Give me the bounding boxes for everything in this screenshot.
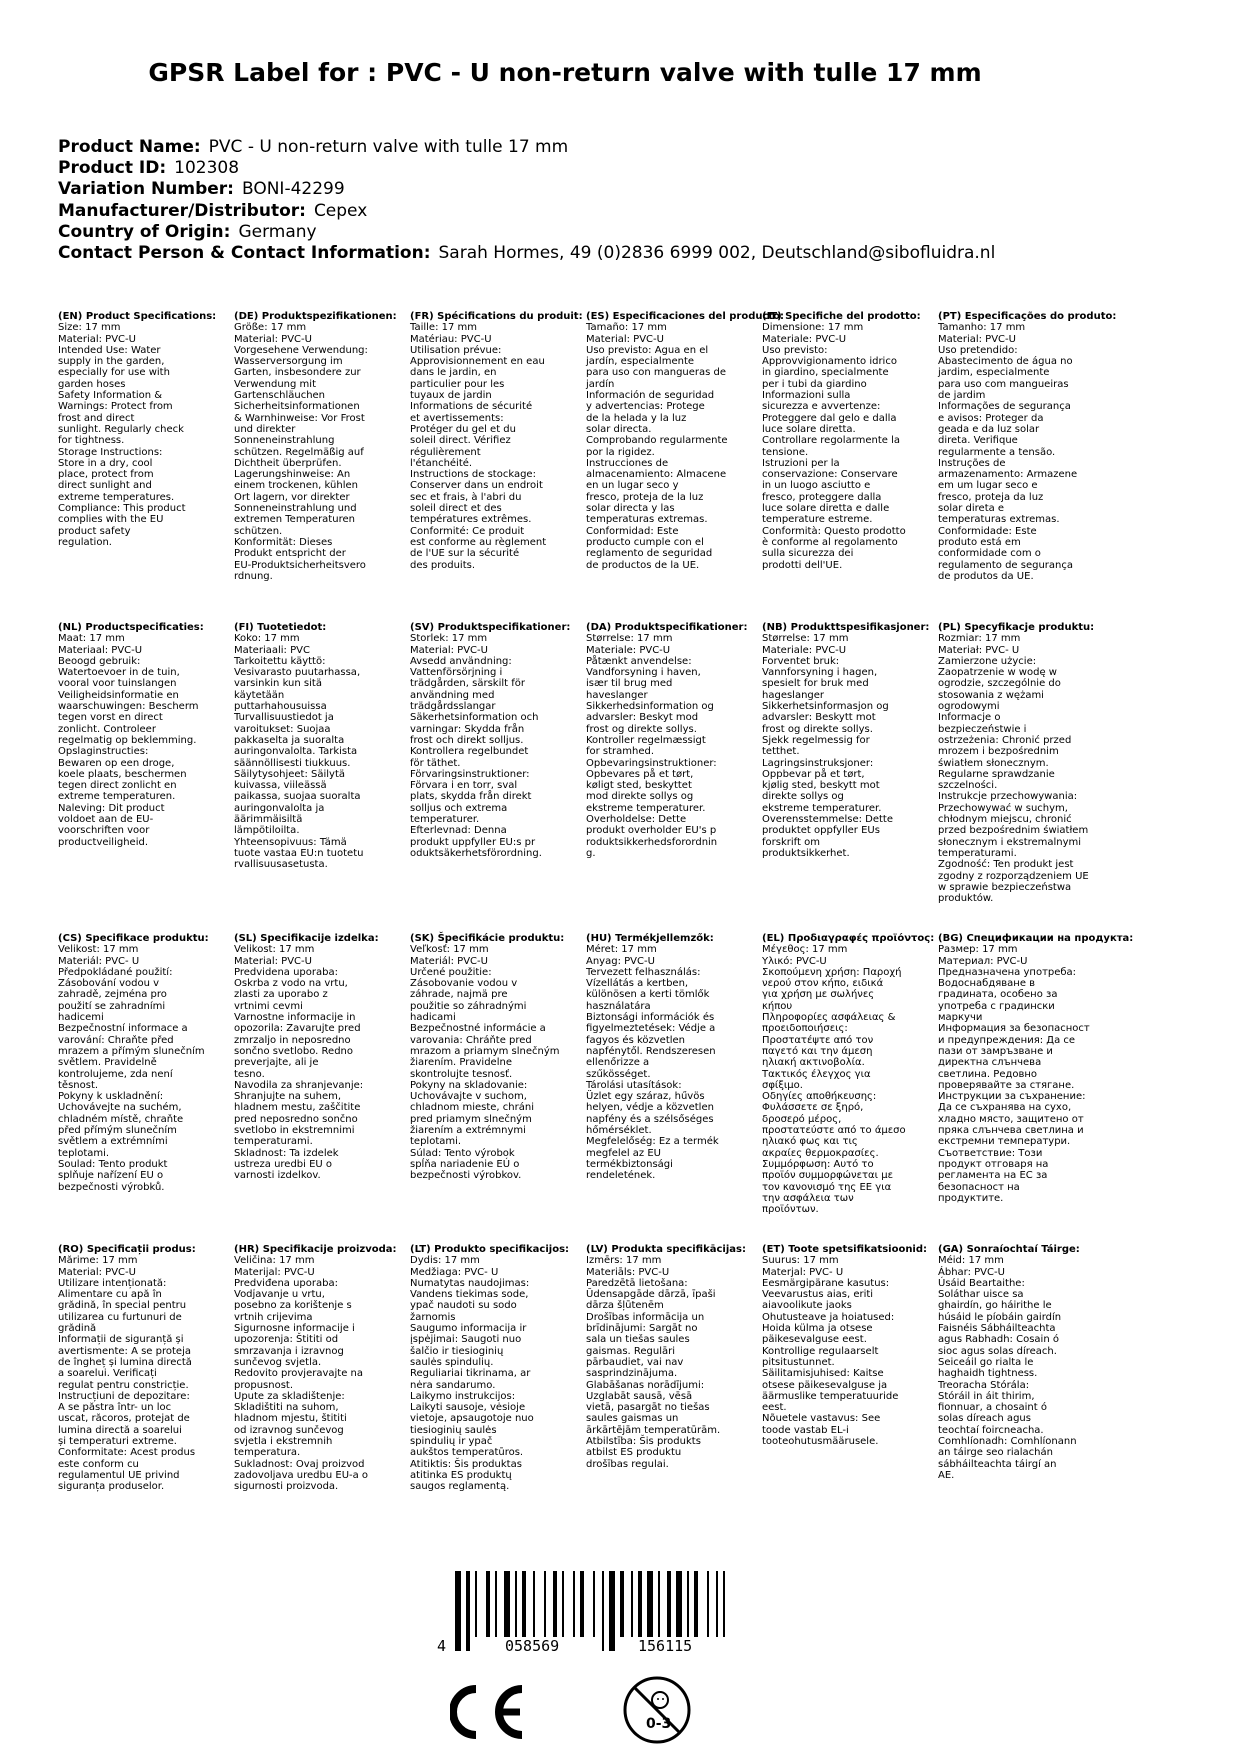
barcode-bar [620, 1571, 624, 1637]
spec-header: (LT) Produkto specifikacijos: [410, 1244, 570, 1255]
barcode-bar [580, 1571, 584, 1637]
barcode-bar [667, 1571, 671, 1637]
barcode-bar [602, 1571, 604, 1651]
info-row [58, 222, 995, 243]
spec-block [938, 933, 1134, 1204]
info-row [58, 179, 995, 200]
info-value: Sarah Hormes, 49 (0)2836 6999 002, Deutschland@sibofluidra.nl [438, 243, 996, 264]
page-title: GPSR Label for : PVC - U non-return valve with tulle 17 mm [148, 58, 982, 87]
info-value: Cepex [313, 200, 368, 221]
spec-text: Velikost: 17 mm Materiál: PVC- U Předpokládané použití: Zásobování vodou v zahradě, zejména pro použití se zahradními hadicemi Bezpečnostní informace a varování: Chraňte před mrazem a přímým slunečním světlem. Pravidelně kontrolujeme, zda není těsnost. Pokyny k uskladnění: Uchovávejte na suchém, chladném místě, chraňte před přímým slunečním světlem a extrémními teplotami. Soulad: Tento produkt splňuje nařízení EU o bezpečnosti výrobků. [58, 944, 205, 1193]
spec-header: (CS) Specifikace produktu: [58, 933, 209, 944]
spec-block [58, 622, 248, 848]
barcode-digit-first: 4 [437, 1637, 447, 1655]
barcode-bar [515, 1571, 517, 1637]
spec-header: (RO) Specificații produs: [58, 1244, 196, 1255]
barcode-bar [522, 1571, 526, 1637]
spec-text: Storlek: 17 mm Material: PVC-U Avsedd användning: Vattenförsörjning i trädgården, särskilt för användning med trädgårdsslangar Säkerhetsinformation och varningar: Skydda från frost och direkt solljus. Kontrollera regelbundet för täthet. Förvaringsinstruktioner: Förvara i en torr, sval plats, skydda från direkt solljus och extrema temperaturer. Efterlevnad: Denna produkt uppfyller EU:s pr oduktsäkerhetsförordning. [410, 633, 542, 859]
spec-header: (PL) Specyfikacje produktu: [938, 622, 1095, 633]
spec-block [586, 311, 785, 571]
info-label: Product ID: [58, 158, 167, 179]
spec-block [58, 311, 248, 548]
spec-header: (ET) Toote spetsifikatsioonid: [762, 1244, 928, 1255]
info-value: Germany [238, 221, 317, 242]
spec-header: (PT) Especificações do produto: [938, 311, 1117, 322]
info-row [58, 243, 995, 264]
spec-header: (HR) Specifikacije proizvoda: [234, 1244, 397, 1255]
spec-block [762, 1244, 952, 1447]
spec-header: (HU) Termékjellemzők: [586, 933, 714, 944]
barcode-bar [687, 1571, 689, 1637]
spec-text: Koko: 17 mm Materiaali: PVC Tarkoitettu käyttö: Vesivarasto puutarhassa, varsinkin kun sitä käytetään puttarhahousuissa Turvallisuustiedot ja varoitukset: Suojaa pakkaselta ja suoralta auringonvalolta. Tarkista säännöllisesti tiukkuus. Säilytysohjeet: Säilytä kuivassa, viileässä paikassa, suojaa suoralta auringonvalolta ja äärimmäisiltä lämpötiloilta. Yhteensopivuus: Tämä tuote vastaa EU:n tuotetu rvallisuusasetusta. [234, 633, 364, 871]
spec-block [410, 622, 600, 859]
barcode-bar [694, 1571, 698, 1637]
barcode-digits-left: 058569 [505, 1637, 560, 1655]
spec-text: Taille: 17 mm Matériau: PVC-U Utilisation prévue: Approvisionnement en eau dans le jardin, en particulier pour les tuyaux de jardin Informations de sécurité et avertissements: Protéger du gel et du soleil direct. Vérifiez régulièrement l'étanchéité. Instructions de stockage: Conserver dans un endroit sec et frais, à l'abri du soleil direct et des températures extrêmes. Conformité: Ce produit est conforme au règlement de l'UE sur la sécurité des produits. [410, 322, 547, 571]
barcode-bar [609, 1571, 615, 1651]
spec-text: Izmērs: 17 mm Materiāls: PVC-U Paredzētā lietošana: Ūdensapgāde dārzā, īpaši dārza šļūtenēm Drošības informācija un brīdinājumi: Sargāt no sala un tiešas saules gaismas. Regulāri pārbaudiet, vai nav sasprindzinājuma. Glabāšanas norādījumi: Uzglabāt sausā, vēsā vietā, pasargāt no tiešas saules gaismas un ārkārtējām temperatūrām. Atbilstība: Šis produkts atbilst ES produktu drošības regulai. [586, 1255, 721, 1470]
barcode-bar [723, 1571, 725, 1637]
ce-mark-icon [450, 1685, 528, 1739]
spec-header: (EN) Product Specifications: [58, 311, 217, 322]
spec-header: (ES) Especificaciones del producto: [586, 311, 785, 322]
spec-block [938, 311, 1128, 582]
spec-text: Méid: 17 mm Ábhar: PVC-U Úsáid Beartaithe: Soláthar uisce sa ghairdín, go háirithe le húsáid le píobáin gairdín Faisnéis Sábháilteachta agus Rabhadh: Cosain ó sioc agus solas díreach. Seiceáil go rialta le haghaidh tightness. Treoracha Stórála: Stóráil in áit thirim, fionnuar, a chosaint ó solas díreach agus teochtaí foircneacha. Comhlíonadh: Comhlíonann an táirge seo rialachán sábháilteachta táirgí an AE. [938, 1255, 1077, 1481]
spec-header: (BG) Спецификации на продукта: [938, 933, 1134, 944]
spec-text: Størrelse: 17 mm Materiale: PVC-U Forventet bruk: Vannforsyning i hagen, spesielt for bruk med hageslanger Sikkerhetsinformasjon og advarsler: Beskytt mot frost og direkte sollys. Sjekk regelmessig for tetthet. Lagringsinstruksjoner: Oppbevar på et tørt, kjølig sted, beskytt mot direkte sollys og ekstreme temperaturer. Overensstemmelse: Dette produktet oppfyller EUs forskrift om produktsikkerhet. [762, 633, 893, 859]
spec-text: Mărime: 17 mm Material: PVC-U Utilizare intenționată: Alimentare cu apă în grădină, în special pentru utilizarea cu furtunuri de grădină Informații de siguranță și avertismente: A se proteja de îngheț și lumina directă a soarelui. Verificați regulat pentru constricție. Instrucțiuni de depozitare: A se păstra într- un loc uscat, răcoros, protejat de lumina directă a soarelui și temperaturi extreme. Conformitate: Acest produs este conform cu regulamentul UE privind siguranța produselor. [58, 1255, 196, 1493]
barcode-digits-right: 156115 [638, 1637, 693, 1655]
spec-header: (GA) Sonraíochtaí Táirge: [938, 1244, 1080, 1255]
spec-block [410, 1244, 600, 1493]
spec-block [410, 933, 600, 1182]
spec-header: (FI) Tuotetiedot: [234, 622, 327, 633]
spec-text: Veličina: 17 mm Materijal: PVC-U Predviđena uporaba: Vodؘ‌javanje u vrtu, posebno za korištenje s vrtnih crijevima Sigurnosne informacije i upozorenja: Štititi od smrzavanja i izravnog sunčevog svjetla. Redovito provjeravajte na propusnost. Upute za skladištenje: Skladištiti na suhom, hladnom mjestu, štititi od izravnog sunčevog svjetla i ekstremnih temperatura. Sukladnost: Ovaj proizvod zadovoljava uredbu EU-a o sigurnosti proizvoda. [234, 1255, 369, 1493]
spec-text: Rozmiar: 17 mm Materiał: PVC- U Zamierzone użycie: Zaopatrzenie w wodę w ogrodzie, szczególnie do stosowania z wężami ogrodowymi Informacje o bezpieczeństwie i ostrzeżenia: Chronić przed mrozem i bezpośrednim światłem słonecznym. Regularne sprawdzanie szczelności. Instrukcje przechowywania: Przechowywać w suchym, chłodnym miejscu, chronić przed bezpośrednim światłem słonecznym i ekstremalnymi temperaturami. Zgodność: Ten produkt jest zgodny z rozporządzeniem UE w sprawie bezpieczeństwa produktów. [938, 633, 1089, 905]
info-value: 102308 [174, 158, 240, 179]
spec-header: (NL) Productspecificaties: [58, 622, 204, 633]
barcode-bar [544, 1571, 546, 1637]
spec-header: (DA) Produktspecifikationer: [586, 622, 748, 633]
barcode-bar [631, 1571, 633, 1637]
info-row [58, 158, 995, 179]
spec-text: Veľkosť: 17 mm Materiál: PVC-U Určené použitie: Zásobovanie vodou v záhrade, najmä pre použitie so záhradnými hadicami Bezpečnostné informácie a varovania: Chráňte pred mrazom a priamym slnečným žiarením. Pravidelne skontrolujte tesnosť. Pokyny na skladovanie: Uchovávajte v suchom, chladnom mieste, chráni pred priamym slnečným žiarením a extrémnymi teplotami. Súlad: Tento výrobok spĺňa nariadenie EÚ o bezpečnosti výrobkov. [410, 944, 560, 1182]
barcode-bar [466, 1571, 470, 1651]
spec-text: Dimensione: 17 mm Materiale: PVC-U Uso previsto: Approvvigionamento idrico in giardino, specialmente per i tubi da giardino Informazioni sulla sicurezza e avvertenze: Proteggere dal gelo e dalla luce solare diretta. Controllare regolarmente la tensione. Istruzioni per la conservazione: Conservare in un luogo asciutto e fresco, proteggere dalla luce solare diretta e dalle temperature estreme. Conformità: Questo prodotto è conforme al regolamento sulla sicurezza dei prodotti dell'UE. [762, 322, 906, 571]
age-warning-icon [622, 1675, 692, 1745]
spec-header: (NB) Produkttspesifikasjoner: [762, 622, 930, 633]
spec-text: Velikost: 17 mm Material: PVC-U Predvidena uporaba: Oskrba z vodo na vrtu, zlasti za uporabo z vrtnimi cevmi Varnostne informacije in opozorila: Zavarujte pred zmrzaljo in neposredno sončno svetlobo. Redno preverjajte, ali je tesno. Navodila za shranjevanje: Shranjujte na suhem, hladnem mestu, zaščitite pred neposredno sončno svetlobo in ekstremnimi temperaturami. Skladnost: Ta izdelek ustreza uredbi EU o varnosti izdelkov. [234, 944, 364, 1182]
barcode-bar [658, 1571, 660, 1637]
spec-block [762, 311, 952, 571]
spec-header: (DE) Produktspezifikationen: [234, 311, 397, 322]
spec-block [410, 311, 600, 571]
spec-text: Size: 17 mm Material: PVC-U Intended Use: Water supply in the garden, especially for use with garden hoses Safety Information & Warnings: Protect from frost and direct sunlight. Regularly check for tightness. Storage Instructions: Store in a dry, cool place, protect from direct sunlight and extreme temperatures. Compliance: This product complies with the EU product safety regulation. [58, 322, 186, 548]
info-label: Contact Person & Contact Information: [58, 243, 431, 264]
info-value: BONI-42299 [241, 179, 345, 200]
barcode-bar [647, 1571, 653, 1637]
barcode-bar [707, 1571, 709, 1637]
barcode-bar [475, 1571, 477, 1637]
info-label: Manufacturer/Distributor: [58, 200, 306, 221]
spec-block [586, 622, 776, 859]
spec-header: (EL) Προδιαγραφές προϊόντος: [762, 933, 935, 944]
info-value: PVC - U non-return valve with tulle 17 mm [208, 137, 569, 157]
spec-header: (SK) Špecifikácie produktu: [410, 933, 565, 944]
spec-header: (LV) Produkta specifikācijas: [586, 1244, 746, 1255]
spec-text: Размер: 17 mm Материал: PVC-U Предназначена употреба: Водоснабдяване в градината, особено за употреба с градински маркучи Информация за безопасност и предупреждения: Да се пази от замръзване и директна слънчева светлина. Редовно проверявайте за стягане. Инструкции за съхранение: Да се съхранява на сухо, хладно място, защитено от пряка слънчева светлина и екстремни температури. Съответствие: Този продукт отговаря на регламента на ЕС за безопасност на продуктите. [938, 944, 1090, 1204]
spec-text: Tamanho: 17 mm Material: PVC-U Uso pretendido: Abastecimento de água no jardim, especialmente para uso com mangueiras de jardim Informações de segurança e avisos: Proteger da geada e da luz solar direta. Verifique regularmente a tensão. Instruções de armazenamento: Armazene em um lugar seco e fresco, proteja da luz solar direta e temperaturas extremas. Conformidade: Este produto está em conformidade com o regulamento de segurança de produtos da UE. [938, 322, 1078, 582]
spec-block [762, 622, 952, 859]
info-row [58, 137, 995, 158]
spec-text: Suurus: 17 mm Materjal: PVC- U Eesmärgipärane kasutus: Veevarustus aias, eriti aiavoolikute jaoks Ohutusteave ja hoiatused: Hoida külma ja otsese päikesevalguse eest. Kontrollige regulaarselt pitsitustunnet. Säilitamisjuhised: Kaitse otsese päikesevalguse ja äärmuslike temperatuuride eest. Nõuetele vastavus: See toode vastab EL-i tooteohutusmäärusele. [762, 1255, 899, 1448]
barcode-bar [638, 1571, 642, 1637]
spec-text: Méret: 17 mm Anyag: PVC-U Tervezett felhasználás: Vízellátás a kertben, különösen a kerti tömlők használatára Biztonsági információk és figyelmeztetések: Védje a fagyos és közvetlen napfénytől. Rendszeresen ellenőrizze a szűkösséget. Tárolási utasítások: Üzlet egy száraz, hűvös helyen, védje a közvetlen napfény és a szélsőséges hőmérséklet. Megfelelőség: Ez a termék megfelel az EU termékbiztonsági rendeletének. [586, 944, 719, 1182]
barcode-bar [455, 1571, 461, 1651]
spec-text: Tamaño: 17 mm Material: PVC-U Uso previsto: Agua en el jardín, especialmente para uso con mangueras de jardín Información de seguridad y advertencias: Protege de la helada y la luz solar directa. Comprobando regularmente por la rigidez. Instrucciones de almacenamiento: Almacene en un lugar seco y fresco, proteja de la luz solar directa y las temperaturas extremas. Conformidad: Este producto cumple con el reglamento de seguridad de productos de la UE. [586, 322, 728, 571]
info-label: Product Name: [58, 137, 201, 157]
spec-header: (IT) Specifiche del prodotto: [762, 311, 921, 322]
barcode-bar [553, 1571, 557, 1637]
spec-block [234, 622, 424, 871]
spec-block [234, 311, 424, 582]
spec-block [234, 1244, 424, 1493]
barcode-bar [716, 1571, 718, 1637]
barcode-bar [676, 1571, 682, 1637]
barcode-bar [533, 1571, 535, 1637]
spec-block [938, 622, 1128, 904]
barcode [437, 1571, 725, 1673]
info-row [58, 201, 995, 222]
spec-text: Μέγεθος: 17 mm Υλικό: PVC-U Σκοπούμενη χρήση: Παροχή νερού στον κήπο, ειδικά για χρήση με σωλήνες κήπου Πληροφορίες ασφάλειας & προειδοποιήσεις: Προστατέψτε από τον παγετό και την άμεση ηλιακή ακτινοβολία. Τακτικός έλεγχος για σφίξιμο. Οδηγίες αποθήκευσης: Φυλάσσετε σε ξηρό, δροσερό μέρος, προστατεύστε από το άμεσο ηλιακό φως και τις ακραίες θερμοκρασίες. Συμμόρφωση: Αυτό το προϊόν συμμορφώνεται με τον κανονισμό της ΕΕ για την ασφάλεια των προϊόντων. [762, 944, 906, 1216]
spec-text: Größe: 17 mm Material: PVC-U Vorgesehene Verwendung: Wasserversorgung im Garten, insbesondere zur Verwendung mit Gartenschläuchen Sicherheitsinformationen & Warnhinweise: Vor Frost und direkter Sonneneinstrahlung schützen. Regelmäßig auf Dichtheit überprüfen. Lagerungshinweise: An einem trockenen, kühlen Ort lagern, vor direkter Sonneneinstrahlung und extremen Temperaturen schützen. Konformität: Dieses Produkt entspricht der EU-Produktsicherheitsvero rdnung. [234, 322, 368, 582]
spec-block [234, 933, 424, 1182]
age-warning-label: 0-3 [646, 1716, 672, 1732]
spec-header: (SV) Produktspecifikationer: [410, 622, 571, 633]
spec-block [586, 1244, 776, 1470]
info-label: Variation Number: [58, 179, 234, 200]
barcode-bar [504, 1571, 510, 1637]
barcode-bar [562, 1571, 564, 1637]
spec-block [938, 1244, 1128, 1481]
spec-block [58, 1244, 248, 1493]
spec-block [58, 933, 248, 1193]
barcode-bar [486, 1571, 490, 1637]
spec-text: Maat: 17 mm Materiaal: PVC-U Beoogd gebruik: Watertoevoer in de tuin, vooral voor tuinslangen Veiligheidsinformatie en waarschuwingen: Bescherm tegen vorst en direct zonlicht. Controleer regelmatig op beklemming. Opslaginstructies: Bewaren op een droge, koele plaats, beschermen tegen direct zonlicht en extreme temperaturen. Naleving: Dit product voldoet aan de EU- voorschriften voor productveiligheid. [58, 633, 199, 848]
barcode-bar [495, 1571, 497, 1637]
barcode-bar [573, 1571, 575, 1637]
spec-header: (FR) Spécifications du produit: [410, 311, 583, 322]
spec-block [586, 933, 776, 1182]
spec-block [762, 933, 952, 1215]
info-label: Country of Origin: [58, 221, 231, 242]
product-info [58, 137, 995, 264]
spec-header: (SL) Specifikacije izdelka: [234, 933, 379, 944]
spec-text: Dydis: 17 mm Medžiaga: PVC- U Numatytas naudojimas: Vandens tiekimas sode, ypač naudoti su sodo žarnomis Saugumo informacija ir įspėjimai: Saugoti nuo šalčio ir tiesioginių saulės spindulių. Reguliariai tikrinama, ar nėra sandarumo. Laikymo instrukcijos: Laikyti sausoje, vėsioje vietoje, apsaugotoje nuo tiesioginių saulės spindulių ir ypač aukštos temperatūros. Atitiktis: Šis produktas atitinka ES produktų saugos reglamentą. [410, 1255, 534, 1493]
spec-text: Størrelse: 17 mm Materiale: PVC-U Påtænkt anvendelse: Vandforsyning i haven, især til brug med haveslanger Sikkerhedsinformation og advarsler: Beskyt mod frost og direkte sollys. Kontroller regelmæssigt for stramhed. Opbevaringsinstruktioner: Opbevares på et tørt, køligt sted, beskyttet mod direkte sollys og ekstreme temperaturer. Overholdelse: Dette produkt overholder EU's p roduktsikkerhedsforordnin g. [586, 633, 718, 859]
barcode-bar [593, 1571, 595, 1637]
